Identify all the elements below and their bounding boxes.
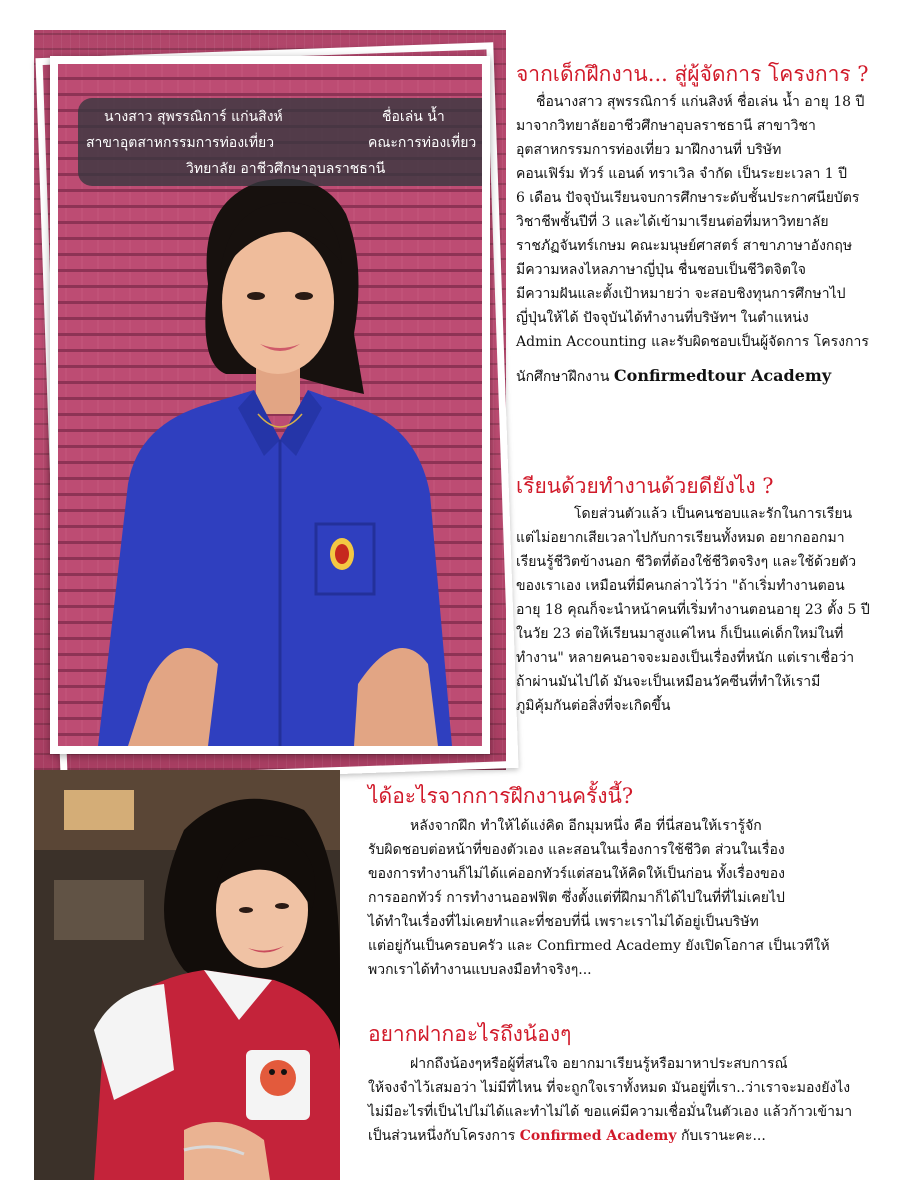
heading-intern-to-manager: จากเด็กฝึกงาน... สู่ผู้จัดการ โครงการ ? bbox=[516, 62, 869, 86]
heading-what-learned: ได้อะไรจากการฝึกงานครั้งนี้? bbox=[368, 784, 634, 808]
portrait-photo-area bbox=[34, 30, 506, 770]
study-line: ในวัย 23 ต่อให้เรียนมาสูงแค่ไหน ก็เป็นแค่เด็กใหม่ในที่ bbox=[516, 626, 844, 642]
selfie-photo-confirmed-shirt bbox=[34, 770, 340, 1180]
student-name-card bbox=[78, 98, 490, 186]
student-college: วิทยาลัย อาชีวศึกษาอุบลราชธานี bbox=[186, 161, 386, 177]
message-line: ให้จงจำไว้เสมอว่า ไม่มีที่ไหน ที่จะถูกใจเราทั้งหมด มันอยู่ที่เรา..ว่าเราจะมองยังไง bbox=[368, 1080, 851, 1096]
selfie-photo-area bbox=[34, 770, 340, 1180]
paragraph-what-learned bbox=[368, 814, 830, 982]
study-line: ทำงาน" หลายคนอาจจะมองเป็นเรื่องที่หนัก แต่เราเชื่อว่า bbox=[516, 650, 855, 666]
student-nickname: ชื่อเล่น น้ำ bbox=[382, 109, 445, 125]
heading-message-to-juniors: อยากฝากอะไรถึงน้องๆ bbox=[368, 1022, 572, 1046]
intro-last-line bbox=[516, 354, 869, 395]
learned-line: พวกเราได้ทำงานแบบลงมือทำจริงๆ... bbox=[368, 962, 592, 978]
study-line: อายุ 18 คุณก็จะนำหน้าคนที่เริ่มทำงานตอนอายุ 23 ตั้ง 5 ปี bbox=[516, 602, 870, 618]
intro-line: คอนเฟิร์ม ทัวร์ แอนด์ ทราเวิล จำกัด เป็นระยะเวลา 1 ปี bbox=[516, 166, 847, 182]
learned-line: ของการทำงานก็ไม่ได้แค่ออกทัวร์แต่สอนให้คิดให้เป็นก่อน ทั้งเรื่องของ bbox=[368, 866, 785, 882]
portrait-photo-frame bbox=[50, 56, 490, 754]
learned-line: รับผิดชอบต่อหน้าที่ของตัวเอง และสอนในเรื่องการใช้ชีวิต ส่วนในเรื่อง bbox=[368, 842, 785, 858]
study-line: เรียนรู้ชีวิตข้างนอก ชีวิตที่ต้องใช้ชีวิตจริงๆ และใช้ด้วยตัว bbox=[516, 554, 857, 570]
intro-last-prefix: นักศึกษาฝึกงาน bbox=[516, 369, 610, 385]
paragraph-introduction bbox=[516, 90, 869, 395]
learned-line: แต่อยู่กันเป็นครอบครัว และ Confirmed Academy ยังเปิดโอกาส เป็นเวทีให้ bbox=[368, 938, 830, 954]
intro-line: ราชภัฏจันทร์เกษม คณะมนุษย์ศาสตร์ สาขาภาษาอังกฤษ bbox=[516, 238, 853, 254]
intro-line: วิชาชีพชั้นปีที่ 3 และได้เข้ามาเรียนต่อที่มหาวิทยาลัย bbox=[516, 214, 829, 230]
message-last-suffix: กับเรานะคะ... bbox=[680, 1128, 766, 1144]
intro-line: ชื่อนางสาว สุพรรณิการ์ แก่นสิงห์ ชื่อเล่น น้ำ อายุ 18 ปี bbox=[536, 94, 865, 110]
study-line: แต่ไม่อยากเสียเวลาไปกับการเรียนทั้งหมด อยากออกมา bbox=[516, 530, 845, 546]
message-last-prefix: เป็นส่วนหนึ่งกับโครงการ bbox=[368, 1128, 516, 1144]
message-line: ไม่มีอะไรที่เป็นไปไม่ได้และทำไม่ได้ ขอแค่มีความเชื่อมั่นในตัวเอง แล้วก้าวเข้ามา bbox=[368, 1104, 853, 1120]
student-major: สาขาอุตสาหกรรมการท่องเที่ยว bbox=[86, 135, 275, 151]
study-line: ถ้าผ่านมันไปได้ มันจะเป็นเหมือนวัคซีนที่ทำให้เรามี bbox=[516, 674, 821, 690]
study-line: โดยส่วนตัวแล้ว เป็นคนชอบและรักในการเรียน bbox=[574, 506, 853, 522]
brand-confirmed-academy: Confirmed Academy bbox=[519, 1128, 677, 1144]
intro-line: มีความฝันและตั้งเป้าหมายว่า จะสอบชิงทุนการศึกษาไป bbox=[516, 286, 846, 302]
intro-line: Admin Accounting และรับผิดชอบเป็นผู้จัดการ โครงการ bbox=[516, 334, 869, 350]
paragraph-study-and-work bbox=[516, 502, 870, 718]
intro-line: 6 เดือน ปัจจุบันเรียนจบการศึกษาระดับชั้นประกาศนียบัตร bbox=[516, 190, 860, 206]
study-line: ภูมิคุ้มกันต่อสิ่งที่จะเกิดขึ้น bbox=[516, 698, 671, 714]
paragraph-message-to-juniors bbox=[368, 1052, 852, 1148]
student-faculty: คณะการท่องเที่ยว bbox=[368, 135, 477, 151]
intro-line: มีความหลงไหลภาษาญี่ปุ่น ชื่นชอบเป็นชีวิตจิตใจ bbox=[516, 262, 806, 278]
learned-line: หลังจากฝึก ทำให้ได้แง่คิด อีกมุมหนึ่ง คือ ที่นี่สอนให้เรารู้จัก bbox=[410, 818, 762, 834]
learned-line: การออกทัวร์ การทำงานออฟฟิต ซึ่งตั้งแต่ที่ฝึกมาก็ได้ไปในที่ที่ไม่เคยไป bbox=[368, 890, 785, 906]
message-last-line bbox=[368, 1124, 852, 1148]
intro-line: ญี่ปุ่นให้ได้ ปัจจุบันได้ทำงานที่บริษัทฯ ในตำแหน่ง bbox=[516, 310, 809, 326]
intro-line: อุตสาหกรรมการท่องเที่ยว มาฝึกงานที่ บริษัท bbox=[516, 142, 782, 158]
intro-line: มาจากวิทยาลัยอาชีวศึกษาอุบลราชธานี สาขาวิชา bbox=[516, 118, 816, 134]
learned-line: ได้ทำในเรื่องที่ไม่เคยทำและที่ชอบที่นี่ เพราะเราไม่ได้อยู่เป็นบริษัท bbox=[368, 914, 759, 930]
brand-confirmedtour-academy: Confirmedtour Academy bbox=[613, 366, 832, 385]
student-name: นางสาว สุพรรณิการ์ แก่นสิงห์ bbox=[104, 109, 283, 125]
message-line: ฝากถึงน้องๆหรือผู้ที่สนใจ อยากมาเรียนรู้หรือมาหาประสบการณ์ bbox=[410, 1056, 788, 1072]
heading-study-and-work: เรียนด้วยทำงานด้วยดียังไง ? bbox=[516, 474, 774, 498]
study-line: ของเราเอง เหมือนที่มีคนกล่าวไว้ว่า "ถ้าเริ่มทำงานตอน bbox=[516, 578, 845, 594]
